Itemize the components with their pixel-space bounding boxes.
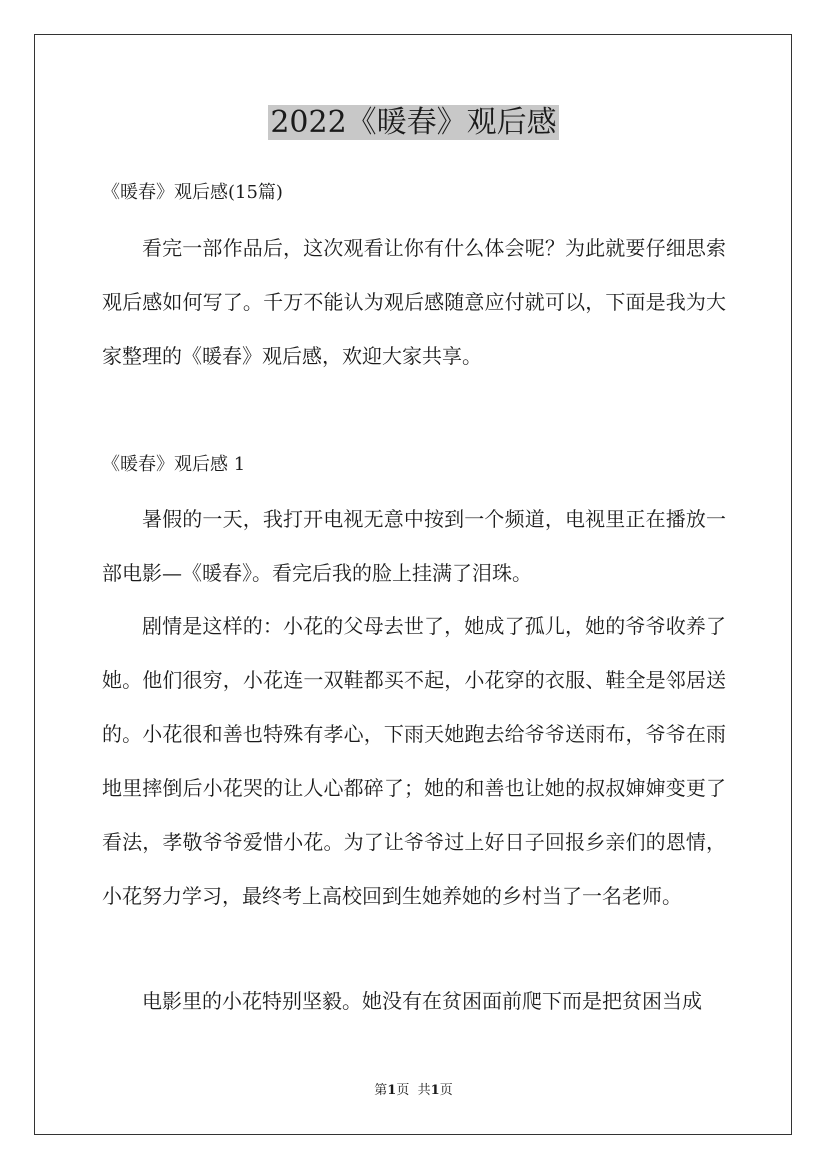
body-paragraph-1: 暑假的一天，我打开电视无意中按到一个频道，电视里正在播放一部电影—《暖春》。看完后我的脸上挂满了泪珠。 (102, 507, 726, 585)
footer-total-suffix: 页 (439, 1083, 453, 1098)
footer-total-number: 1 (430, 1083, 440, 1098)
document-title (0, 104, 827, 142)
body-paragraph-2: 剧情是这样的：小花的父母去世了，她成了孤儿，她的爷爷收养了她。他们很穷，小花连一双鞋都买不起，小花穿的衣服、鞋全是邻居送的。小花很和善也特殊有孝心，下雨天她跑去给爷爷送雨布，爷爷在雨地里摔倒后小花哭的让人心都碎了；她的和善也让她的叔叔婶婶变更了看法，孝敬爷爷爱惜小花。为了让爷爷过上好日子回报乡亲们的恩情，小花努力学习，最终考上高校回到生她养她的乡村当了一名老师。 (102, 614, 726, 908)
intro-paragraph: 看完一部作品后，这次观看让你有什么体会呢？为此就要仔细思索观后感如何写了。千万不能认为观后感随意应付就可以，下面是我为大家整理的《暖春》观后感，欢迎大家共享。 (102, 236, 726, 368)
page-footer (0, 1082, 827, 1100)
document-title-text: 2022《暖春》观后感 (270, 105, 557, 140)
footer-total-prefix: 共 (417, 1083, 431, 1098)
section-heading: 《暖春》观后感 1 (102, 454, 246, 475)
footer-page-prefix: 第 (374, 1083, 388, 1098)
body-paragraph-3: 电影里的小花特别坚毅。她没有在贫困面前爬下而是把贫困当成 (142, 989, 702, 1013)
footer-page-number: 1 (387, 1083, 397, 1098)
document-subtitle: 《暖春》观后感(15篇) (102, 182, 283, 203)
footer-page-suffix: 页 (396, 1083, 410, 1098)
